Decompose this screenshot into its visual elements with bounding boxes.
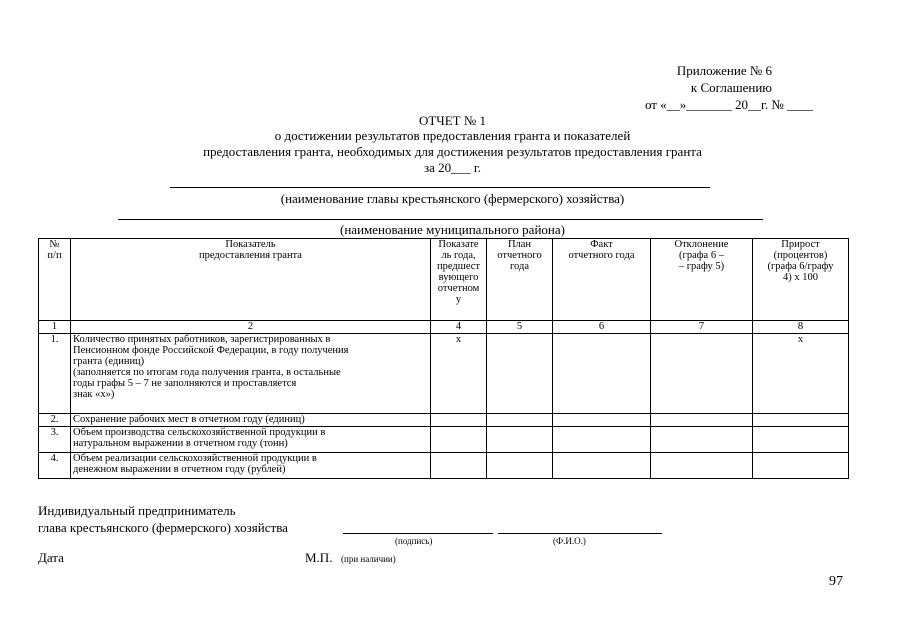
farm-name-line	[170, 187, 710, 188]
table-numbering-row	[39, 321, 849, 334]
table-cell: 7	[651, 321, 753, 334]
signature-caption: (подпись)	[395, 536, 433, 546]
header-growth: Прирост (процентов) (графа 6/графу 4) х 100	[753, 239, 849, 321]
table-cell	[431, 453, 487, 479]
table-cell	[487, 427, 553, 453]
district-name-caption: (наименование муниципального района)	[340, 222, 565, 237]
header-indicator: Показатель предоставления гранта	[71, 239, 431, 321]
date-label: Дата	[38, 550, 64, 565]
name-caption: (Ф.И.О.)	[553, 536, 586, 546]
page-number: 97	[829, 574, 843, 589]
table-cell	[553, 427, 651, 453]
header-deviation: Отклонение (графа 6 – – графу 5)	[651, 239, 753, 321]
table-cell: х	[753, 334, 849, 414]
report-title: ОТЧЕТ № 1	[418, 113, 487, 128]
table-cell-indicator: Объем реализации сельскохозяйственной продукции в денежном выражении в отчетном году (рублей)	[71, 453, 431, 479]
table-cell	[553, 414, 651, 427]
table-cell: 8	[753, 321, 849, 334]
table-cell-num: 3.	[39, 427, 71, 453]
table-cell	[651, 414, 753, 427]
table-cell	[753, 453, 849, 479]
table-cell-indicator: Количество принятых работников, зарегистрированных в Пенсионном фонде Российской Федерации, в году получения гранта (единиц) (заполняется по итогам года получения гранта, в остальные годы графы 5 – 7 не заполняются и проставляется знак «х»)	[71, 334, 431, 414]
table-cell	[431, 414, 487, 427]
table-cell	[651, 334, 753, 414]
table-header-row	[39, 239, 849, 321]
table-cell-indicator: Объем производства сельскохозяйственной продукции в натуральном выражении в отчетном году (тонн)	[71, 427, 431, 453]
district-name-line	[118, 219, 763, 220]
report-subtitle-2: предоставления гранта, необходимых для достижения результатов предоставления гранта	[203, 144, 702, 159]
stamp-label: М.П.	[305, 550, 333, 565]
table-cell	[753, 414, 849, 427]
table-cell: 5	[487, 321, 553, 334]
table-cell-indicator: Сохранение рабочих мест в отчетном году (единиц)	[71, 414, 431, 427]
report-table	[38, 238, 849, 479]
report-subtitle-1: о достижении результатов предоставления гранта и показателей	[274, 128, 631, 143]
table-cell	[753, 427, 849, 453]
table-cell	[651, 453, 753, 479]
table-cell	[487, 414, 553, 427]
table-cell: 4	[431, 321, 487, 334]
table-cell-num: 4.	[39, 453, 71, 479]
table-cell-num: 2.	[39, 414, 71, 427]
table-cell: х	[431, 334, 487, 414]
name-line	[498, 533, 662, 534]
table-row	[39, 414, 849, 427]
signature-role-1: Индивидуальный предприниматель	[38, 503, 236, 518]
table-cell	[651, 427, 753, 453]
table-cell	[431, 427, 487, 453]
signature-line	[343, 533, 493, 534]
table-cell	[487, 334, 553, 414]
header-prev-year: Показате ль года, предшест вующего отчетном у	[431, 239, 487, 321]
table-cell	[553, 334, 651, 414]
table-cell: 6	[553, 321, 651, 334]
table-row	[39, 334, 849, 414]
header-num: № п/п	[39, 239, 71, 321]
table-row	[39, 453, 849, 479]
table-cell: 2	[71, 321, 431, 334]
table-cell: 1	[39, 321, 71, 334]
header-plan: План отчетного года	[487, 239, 553, 321]
table-cell	[553, 453, 651, 479]
table-row	[39, 427, 849, 453]
stamp-note: (при наличии)	[341, 554, 396, 564]
header-fact: Факт отчетного года	[553, 239, 651, 321]
report-year: за 20___ г.	[423, 160, 482, 175]
appendix-line-3: от «__»_______ 20__г. № ____	[644, 97, 813, 112]
farm-name-caption: (наименование главы крестьянского (фермерского) хозяйства)	[280, 191, 625, 206]
appendix-line-1: Приложение № 6	[676, 63, 772, 78]
appendix-line-2: к Соглашению	[690, 80, 772, 95]
table-cell	[487, 453, 553, 479]
signature-role-2: глава крестьянского (фермерского) хозяйства	[38, 520, 288, 535]
table-cell-num: 1.	[39, 334, 71, 414]
